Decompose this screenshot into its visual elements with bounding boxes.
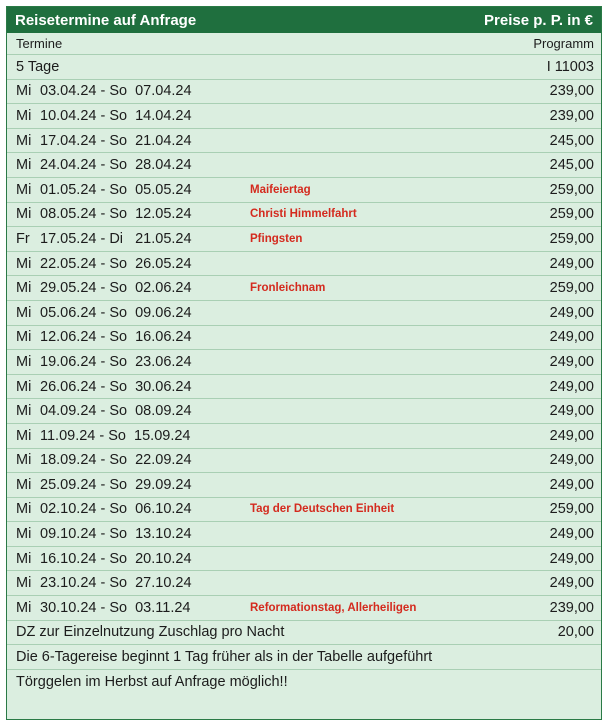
date-range: 24.04.24 - So 28.04.24 [40,157,192,174]
note-row [7,645,601,670]
table-row [7,252,601,277]
weekday: Mi [16,599,32,616]
table-row [7,227,601,252]
date-range: 17.04.24 - So 21.04.24 [40,132,192,149]
weekday: Fr [16,230,30,247]
date-range: 08.05.24 - So 12.05.24 [40,206,192,223]
date-range: 12.06.24 - So 16.06.24 [40,329,192,346]
price-label: Preise p. P. in € [484,11,593,29]
table-row [7,375,601,400]
price-cell: 249,00 [549,476,594,493]
date-rows [7,80,601,621]
table-row [7,473,601,498]
date-range: 02.10.24 - So 06.10.24 [40,501,192,518]
price-cell: 259,00 [549,280,594,297]
weekday: Mi [16,132,32,149]
table-row [7,399,601,424]
price-cell: 249,00 [549,304,594,321]
table-row [7,449,601,474]
table-row [7,350,601,375]
table-row [7,178,601,203]
date-range: 29.05.24 - So 02.06.24 [40,280,192,297]
price-cell: 249,00 [549,575,594,592]
price-cell: 249,00 [549,403,594,420]
price-cell: 249,00 [549,329,594,346]
holiday-label: Fronleichnam [250,282,326,295]
price-cell: 259,00 [549,501,594,518]
price-cell: 259,00 [549,181,594,198]
column-programm: Programm [533,36,594,51]
table-row [7,301,601,326]
date-range: 16.10.24 - So 20.10.24 [40,550,192,567]
table-row [7,498,601,523]
holiday-label: Maifeiertag [250,183,311,196]
table-title: Reisetermine auf Anfrage [15,11,197,29]
weekday: Mi [16,452,32,469]
weekday: Mi [16,255,32,272]
program-code: I 11003 [546,58,594,75]
date-range: 05.06.24 - So 09.06.24 [40,304,192,321]
date-range: 10.04.24 - So 14.04.24 [40,107,192,124]
price-cell: 249,00 [549,427,594,444]
surcharge-row [7,621,601,646]
date-range: 11.09.24 - So 15.09.24 [40,427,191,444]
note-row [7,670,601,695]
date-range: 01.05.24 - So 05.05.24 [40,181,192,198]
price-cell: 249,00 [549,255,594,272]
holiday-label: Tag der Deutschen Einheit [250,503,395,516]
date-range: 30.10.24 - So 03.11.24 [40,599,191,616]
group-label: 5 Tage [16,58,60,75]
group-row [7,55,601,80]
weekday: Mi [16,526,32,543]
weekday: Mi [16,353,32,370]
weekday: Mi [16,575,32,592]
table-row [7,104,601,129]
weekday: Mi [16,403,32,420]
table-row [7,571,601,596]
price-cell: 249,00 [549,353,594,370]
price-cell: 245,00 [549,132,594,149]
price-cell: 249,00 [549,526,594,543]
weekday: Mi [16,378,32,395]
weekday: Mi [16,501,32,518]
date-range: 03.04.24 - So 07.04.24 [40,83,192,100]
weekday: Mi [16,206,32,223]
date-range: 17.05.24 - Di 21.05.24 [40,230,192,247]
date-range: 26.06.24 - So 30.06.24 [40,378,192,395]
table-header [7,7,601,33]
surcharge-label: DZ zur Einzelnutzung Zuschlag pro Nacht [16,624,285,641]
note-text: Die 6-Tagereise beginnt 1 Tag früher als in der Tabelle aufgeführt [16,649,433,666]
price-cell: 249,00 [549,550,594,567]
weekday: Mi [16,157,32,174]
price-cell: 239,00 [549,83,594,100]
surcharge-price: 20,00 [557,624,594,641]
weekday: Mi [16,476,32,493]
table-row [7,424,601,449]
date-range: 25.09.24 - So 29.09.24 [40,476,192,493]
table-row [7,596,601,621]
column-header-row [7,33,601,55]
weekday: Mi [16,427,32,444]
table-row [7,326,601,351]
note-text: Törggelen im Herbst auf Anfrage möglich!! [16,674,288,691]
date-range: 04.09.24 - So 08.09.24 [40,403,192,420]
price-cell: 249,00 [549,452,594,469]
table-row [7,153,601,178]
table-row [7,276,601,301]
price-cell: 259,00 [549,230,594,247]
price-cell: 249,00 [549,378,594,395]
date-range: 19.06.24 - So 23.06.24 [40,353,192,370]
table-row [7,129,601,154]
weekday: Mi [16,304,32,321]
price-cell: 239,00 [549,599,594,616]
weekday: Mi [16,550,32,567]
date-range: 18.09.24 - So 22.09.24 [40,452,192,469]
weekday: Mi [16,181,32,198]
table-row [7,522,601,547]
weekday: Mi [16,329,32,346]
weekday: Mi [16,107,32,124]
price-table [6,6,602,720]
table-row [7,547,601,572]
column-termine: Termine [16,36,63,51]
holiday-label: Reformationstag, Allerheiligen [250,601,417,614]
price-cell: 259,00 [549,206,594,223]
holiday-label: Pfingsten [250,232,303,245]
price-cell: 239,00 [549,107,594,124]
table-row [7,80,601,105]
date-range: 09.10.24 - So 13.10.24 [40,526,192,543]
table-row [7,203,601,228]
price-cell: 245,00 [549,157,594,174]
holiday-label: Christi Himmelfahrt [250,208,357,221]
date-range: 22.05.24 - So 26.05.24 [40,255,192,272]
date-range: 23.10.24 - So 27.10.24 [40,575,192,592]
weekday: Mi [16,280,32,297]
weekday: Mi [16,83,32,100]
